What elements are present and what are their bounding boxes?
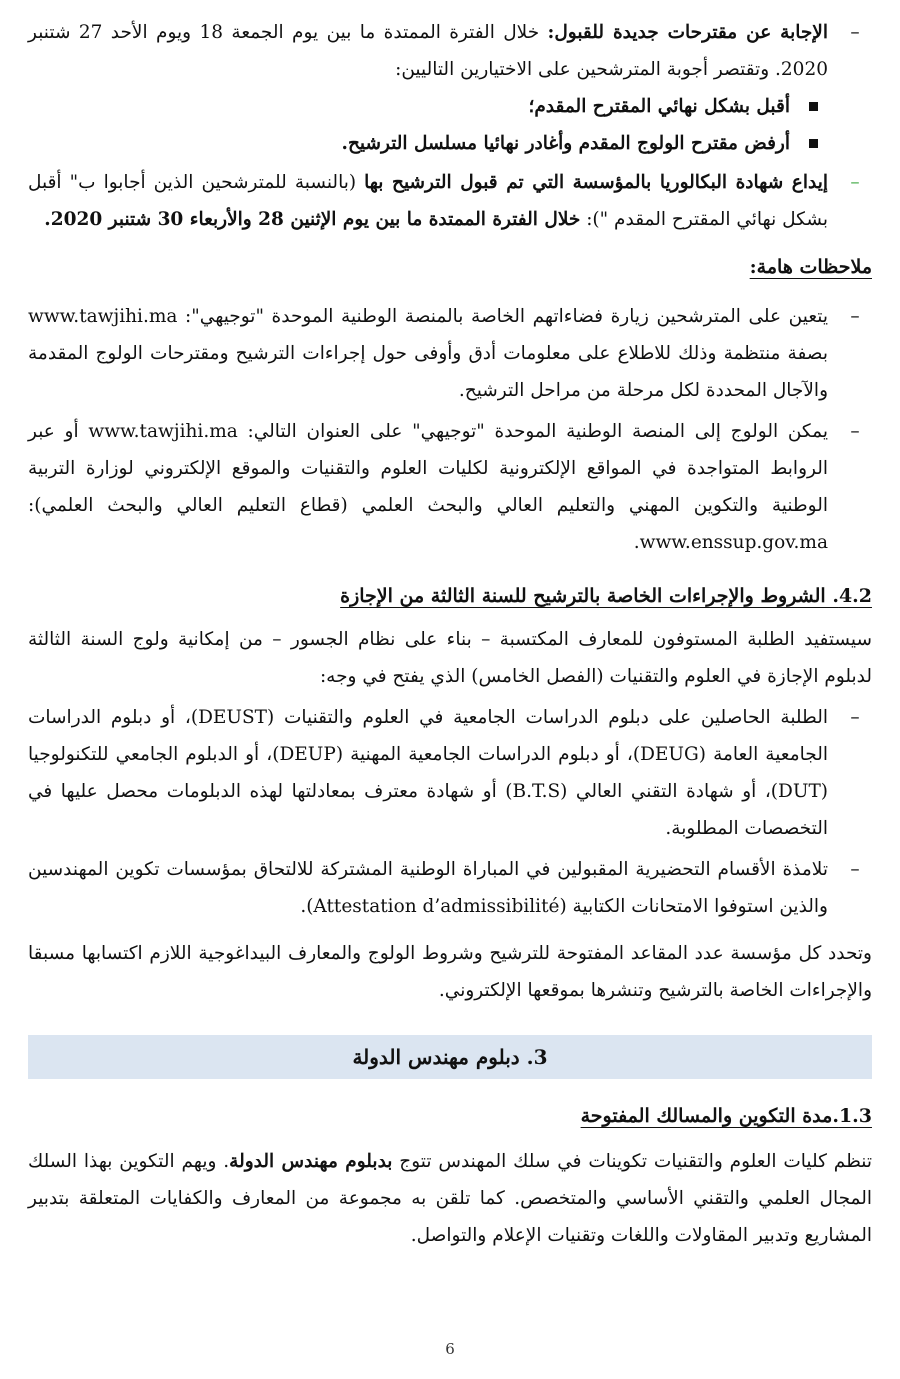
dash-bullet: – (850, 859, 860, 880)
option-item (28, 125, 872, 162)
list-item (28, 14, 872, 88)
option-text: أرفض مقترح الولوج المقدم وأغادر نهائيا مسلسل الترشيح. (341, 133, 790, 154)
item-text: خلال الفترة الممتدة ما بين يوم الجمعة 18 ويوم الأحد 27 شتنبر 2020. وتقتصر أجوبة المترشحين على الاختيارين التاليين: (28, 22, 828, 80)
item-text: (بالنسبة للمترشحين الذين أجابوا ب" أقبل بشكل نهائي المقترح المقدم "): (28, 172, 828, 230)
section-closing: وتحدد كل مؤسسة عدد المقاعد المفتوحة للترشيح وشروط الولوج والمعارف البيداغوجية اللازم اكتسابها مسبقا والإجراءات الخاصة بالترشيح وتنشرها بموقعها الإلكتروني. (28, 943, 872, 1001)
list-item (28, 699, 872, 847)
document-page (28, 14, 872, 1254)
option-text: أقبل بشكل نهائي المقترح المقدم؛ (528, 96, 790, 117)
section-heading-1-3: 1.3.مدة التكوين والمسالك المفتوحة (580, 1105, 872, 1127)
notes-heading: ملاحظات هامة: (749, 256, 872, 278)
note-text: يتعين على المترشحين زيارة فضاءاتهم الخاصة بالمنصة الوطنية الموحدة "توجيهي": www.tawjihi.ma بصفة منتظمة وذلك للاطلاع على معلومات أدق وأوفى حول إجراءات الترشيح ومقترحات الولوج المقدمة والآجال المحددة لكل مرحلة من مراحل الترشيح. (28, 306, 828, 401)
item-title: الإجابة عن مقترحات جديدة للقبول: (547, 22, 828, 43)
square-bullet (809, 139, 818, 148)
paragraph-text: . ويهم التكوين بهذا السلك المجال العلمي والتقني الأساسي والمتخصص. كما تلقن به مجموعة من المعارف والكفايات المتعلقة بتدبير المشاريع وتدبير المقاولات واللغات وتقنيات الإعلام والتواصل. (28, 1151, 872, 1246)
item-title: إيداع شهادة البكالوريا بالمؤسسة التي تم قبول الترشيح بها (364, 172, 828, 193)
dash-bullet: – (850, 707, 860, 728)
section-heading-4-2: 4.2. الشروط والإجراءات الخاصة بالترشيح للسنة الثالثة من الإجازة (340, 585, 872, 607)
list-item (28, 164, 872, 238)
dash-bullet: – (850, 172, 860, 193)
section-title-bar (28, 1035, 872, 1079)
paragraph-bold: بدبلوم مهندس الدولة (229, 1151, 393, 1172)
list-item (28, 413, 872, 561)
section-paragraph (28, 1143, 872, 1254)
list-text: الطلبة الحاصلين على دبلوم الدراسات الجامعية في العلوم والتقنيات (DEUST)، أو دبلوم الدراسات الجامعية العامة (DEUG)، أو دبلوم الدراسات الجامعية المهنية (DEUP)، أو الدبلوم الجامعي للتكنولوجيا (DUT)، أو شهادة التقني العالي (B.T.S) أو شهادة معترف بمعادلتها لهذه الدبلومات محصل عليها في التخصصات المطلوبة. (28, 707, 828, 839)
list-text: تلامذة الأقسام التحضيرية المقبولين في المباراة الوطنية المشتركة للالتحاق بمؤسسات تكوين المهندسين والذين استوفوا الامتحانات الكتابية (Attestation d’admissibilité). (28, 859, 828, 917)
item-tail: خلال الفترة الممتدة ما بين يوم الإثنين 28 والأربعاء 30 شتنبر 2020. (44, 209, 581, 230)
page-number: 6 (445, 1340, 455, 1358)
option-item (28, 88, 872, 125)
section-title: 3. دبلوم مهندس الدولة (352, 1045, 548, 1069)
paragraph-text: تنظم كليات العلوم والتقنيات تكوينات في سلك المهندس تتوج (392, 1151, 872, 1172)
dash-bullet: – (850, 421, 860, 442)
note-text: يمكن الولوج إلى المنصة الوطنية الموحدة "توجيهي" على العنوان التالي: www.tawjihi.ma أو عبر الروابط المتواجدة في المواقع الإلكترونية لكليات العلوم والتقنيات والموقع الإلكتروني لوزارة التربية الوطنية والتكوين المهني والتعليم العالي والبحث العلمي (قطاع التعليم العالي والبحث العلمي): www.enssup.gov.ma. (28, 421, 828, 553)
dash-bullet: – (850, 306, 860, 327)
section-intro: سيستفيد الطلبة المستوفون للمعارف المكتسبة – بناء على نظام الجسور – من إمكانية ولوج السنة الثالثة لدبلوم الإجازة في العلوم والتقنيات (الفصل الخامس) الذي يفتح في وجه: (28, 629, 872, 687)
list-item (28, 298, 872, 409)
list-item (28, 851, 872, 925)
dash-bullet: – (850, 22, 860, 43)
square-bullet (809, 102, 818, 111)
